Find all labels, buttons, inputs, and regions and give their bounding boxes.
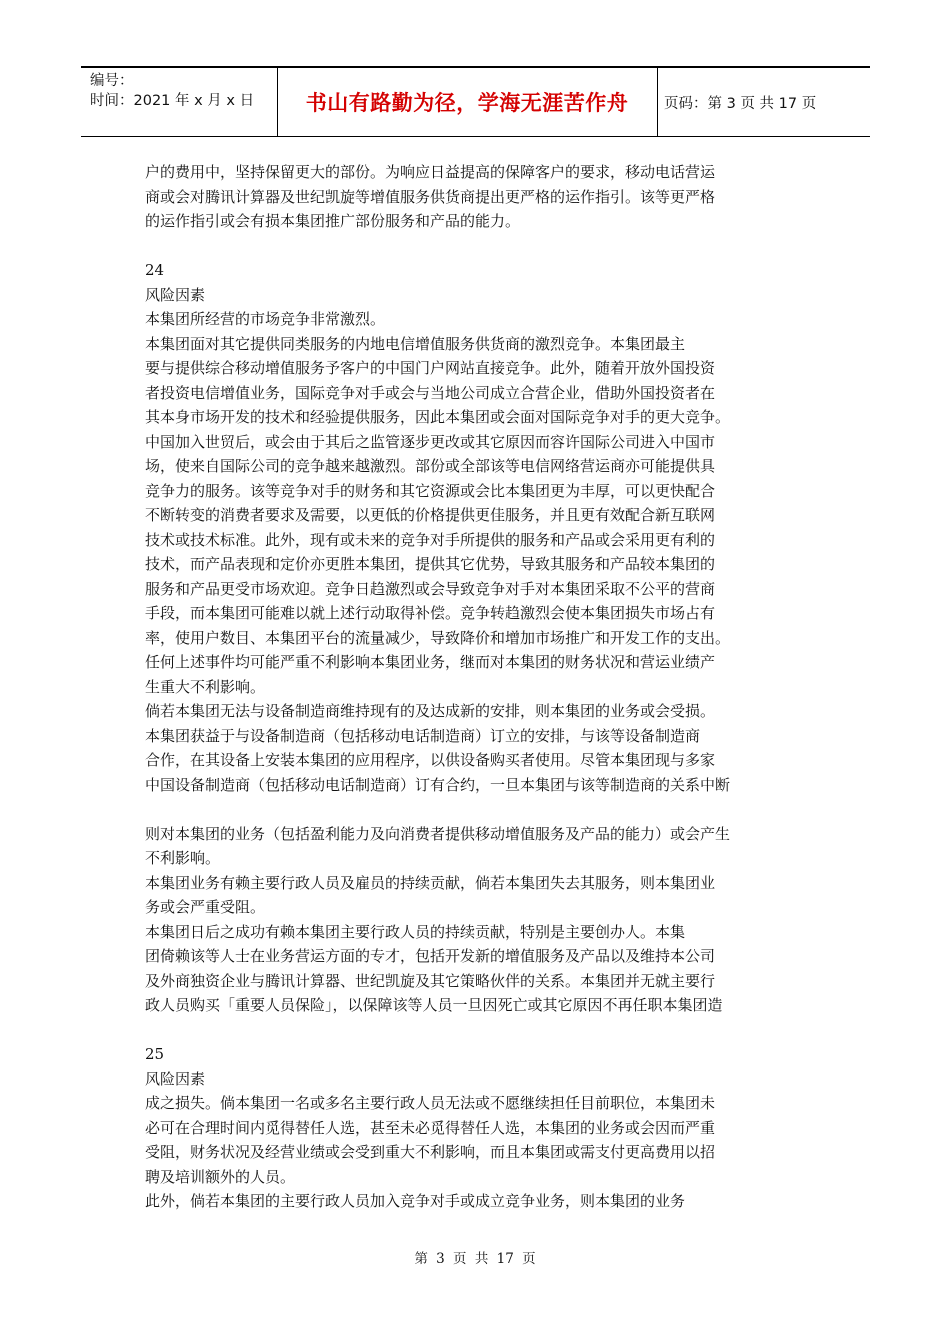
text-line: 本集团业务有赖主要行政人员及雇员的持续贡献，倘若本集团失去其服务，则本集团业 [145,873,716,892]
text-line: 政人员购买「重要人员保险」，以保障该等人员一旦因死亡或其它原因不再任职本集团造 [145,996,723,1014]
text-line: 商或会对腾讯计算器及世纪凯旋等增值服务供货商提出更严格的运作指引。该等更严格 [145,187,716,206]
text-line: 户的费用中，坚持保留更大的部份。为响应日益提高的保障客户的要求，移动电话营运 [145,163,716,181]
text-line: 合作，在其设备上安装本集团的应用程序，以供设备购买者使用。尽管本集团现与多家 [145,751,716,769]
text-line: 聘及培训额外的人员。 [145,1167,296,1186]
text-line: 本集团获益于与设备制造商（包括移动电话制造商）订立的安排，与该等设备制造商 [145,726,701,745]
text-line: 技术，而产品表现和定价亦更胜本集团，提供其它优势，导致其服务和产品较本集团的 [145,555,716,573]
text-line: 本集团所经营的市场竞争非常激烈。 [145,310,386,328]
text-line: 者投资电信增值业务，国际竞争对手或会与当地公司成立合营企业，借助外国投资者在 [145,383,716,402]
text-line: 手段，而本集团可能难以就上述行动取得补偿。竞争转趋激烈会使本集团损失市场占有 [145,604,716,622]
text-line: 竞争力的服务。该等竞争对手的财务和其它资源或会比本集团更为丰厚，可以更快配合 [145,481,716,500]
header-page-info: 页码：第 3 页 共 17 页 [664,95,817,112]
paragraph-gap [145,797,845,822]
text-line: 任何上述事件均可能严重不利影响本集团业务，继而对本集团的财务状况和营运业绩产 [145,653,716,671]
text-line: 成之损失。倘本集团一名或多名主要行政人员无法或不愿继续担任目前职位，本集团未 [145,1094,716,1112]
header-bottom-rule [81,136,870,137]
text-line: 及外商独资企业与腾讯计算器、世纪凯旋及其它策略伙伴的关系。本集团并无就主要行 [145,971,716,990]
text-line: 必可在合理时间内觅得替任人选，甚至未必觅得替任人选，本集团的业务或会因而严重 [145,1118,716,1137]
text-line: 中国设备制造商（包括移动电话制造商）订有合约，一旦本集团与该等制造商的关系中断 [145,775,731,794]
text-line: 中国加入世贸后，或会由于其后之监管逐步更改或其它原因而容许国际公司进入中国市 [145,432,716,451]
text-line: 生重大不利影响。 [145,677,266,696]
header-left-block [90,71,270,111]
text-line: 24 [145,261,165,279]
text-line: 受阻，财务状况及经营业绩或会受到重大不利影响，而且本集团或需支付更高费用以招 [145,1143,716,1161]
text-line: 则对本集团的业务（包括盈利能力及向消费者提供移动增值服务及产品的能力）或会产生 [145,824,731,843]
text-line: 此外，倘若本集团的主要行政人员加入竞争对手或成立竞争业务，则本集团的业务 [145,1192,686,1210]
text-line: 其本身市场开发的技术和经验提供服务，因此本集团或会面对国际竞争对手的更大竞争。 [145,408,731,426]
document-body [145,160,845,1214]
text-line: 场，使来自国际公司的竞争越来越激烈。部份或全部该等电信网络营运商亦可能提供具 [145,457,716,475]
paragraph-gap [145,1018,845,1043]
header-divider-right [657,68,658,136]
text-line: 不断转变的消费者要求及需要，以更低的价格提供更佳服务，并且更有效配合新互联网 [145,506,716,524]
text-line: 倘若本集团无法与设备制造商维持现有的及达成新的安排，则本集团的业务或会受损。 [145,702,716,720]
text-line: 率，使用户数目、本集团平台的流量减少，导致降价和增加市场推广和开发工作的支出。 [145,628,731,647]
text-line: 团倚赖该等人士在业务营运方面的专才，包括开发新的增值服务及产品以及维持本公司 [145,947,716,965]
paragraph-gap [145,234,845,259]
page-footer: 第 3 页 共 17 页 [414,1251,536,1267]
text-line: 本集团日后之成功有赖本集团主要行政人员的持续贡献，特别是主要创办人。本集 [145,922,686,941]
date-line: 时间：2021 年 x 月 x 日 [90,93,255,109]
text-line: 本集团面对其它提供同类服务的内地电信增值服务供货商的激烈竞争。本集团最主 [145,334,686,353]
text-line: 风险因素 [145,285,206,304]
text-line: 务或会严重受阻。 [145,898,266,916]
text-line: 要与提供综合移动增值服务予客户的中国门户网站直接竞争。此外，随着开放外国投资 [145,359,716,377]
text-line: 25 [145,1045,165,1063]
serial-label: 编号： [90,73,134,89]
text-line: 技术或技术标准。此外，现有或未来的竞争对手所提供的服务和产品或会采用更有利的 [145,530,716,549]
text-line: 的运作指引或会有损本集团推广部份服务和产品的能力。 [145,212,521,230]
text-line: 服务和产品更受市场欢迎。竞争日趋激烈或会导致竞争对手对本集团采取不公平的营商 [145,579,716,598]
text-line: 风险因素 [145,1069,206,1088]
text-line: 不利影响。 [145,849,221,867]
header-motto: 书山有路勤为径，学海无涯苦作舟 [305,91,629,115]
